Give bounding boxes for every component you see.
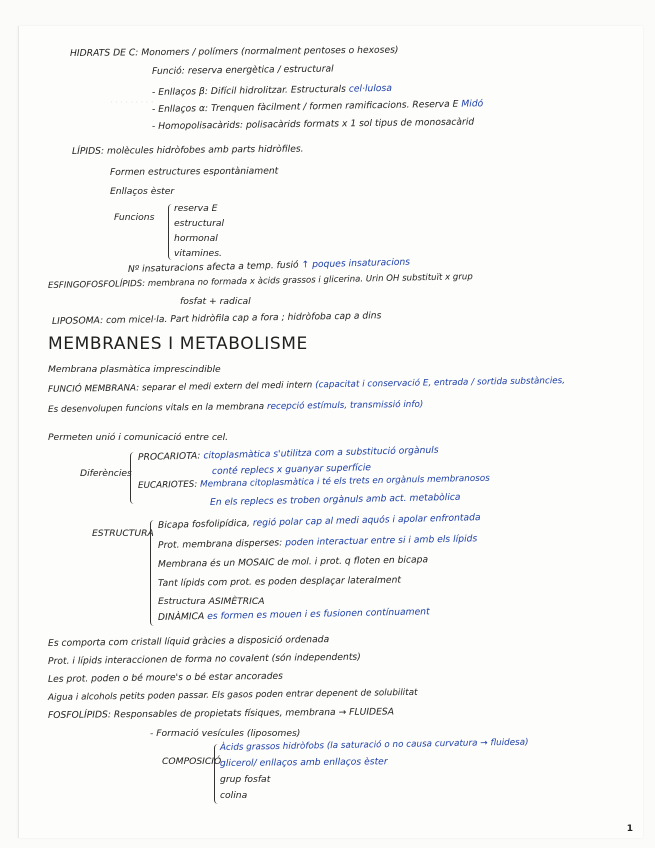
membranes-line-3: Es desenvolupen funcions vitals en la membrana recepció estímuls, transmissió info)	[47, 399, 424, 415]
glucids-function: Funció: reserva energètica / estructural	[151, 63, 334, 77]
lipids-structures: Formen estructures espontàniament	[109, 165, 279, 178]
eukaryote-line-1: EUCARIOTES: Membrana citoplasmàtica i té els trets en orgànuls membranosos	[137, 473, 490, 491]
function-item: hormonal	[174, 233, 218, 244]
differences-brace	[130, 452, 135, 504]
structure-item-4: Tant lípids com prot. es poden desplaçar lateralment	[157, 574, 402, 589]
composition-label: COMPOSICIÓ	[162, 756, 222, 767]
tail-line-6: - Formació vesícules (liposomes)	[150, 728, 301, 739]
lipids-functions-label: Funcions	[114, 212, 155, 223]
lipids-bond: Enllaços èster	[110, 186, 175, 197]
sphingo-title: ESFINGOFOSFOLÍPIDS	[47, 279, 143, 291]
liposome-title: LIPOSOMA	[51, 315, 101, 327]
glucids-title: HIDRATS DE C	[69, 47, 136, 59]
structure-item-3: Membrana és un MOSAIC de mol. i prot. q floten en bicapa	[157, 554, 429, 570]
page-number: 1	[626, 824, 633, 834]
composition-item: colina	[220, 790, 248, 801]
sphingo-line: ESFINGOFOSFOLÍPIDS: membrana no formada x àcids grassos i glicerina. Urin OH substituït x grup	[47, 272, 473, 291]
prokaryote-line-2: conté replecs x guanyar superfície	[211, 462, 372, 477]
composition-item: grup fosfat	[220, 774, 271, 785]
membranes-heading: MEMBRANES I METABOLISME	[48, 334, 308, 354]
bleed-through-text: · · · · · · · · ·	[110, 98, 154, 107]
tail-line-3: Les prot. poden o bé moure's o bé estar ancorades	[47, 670, 284, 685]
membranes-line-2: FUNCIÓ MEMBRANA: separar el medi extern del medi intern (capacitat i conservació E, entrada / sortida substàncies,	[47, 375, 566, 395]
sphingo-line-2: fosfat + radical	[180, 296, 251, 307]
glucids-alpha-line: - Enllaços α: Trenquen fàcilment / formen ramificacions. Reserva E Midó	[151, 98, 484, 115]
composition-item: Àcids grassos hidròfobs (la saturació o no causa curvatura → fluidesa)	[219, 737, 529, 753]
function-item: reserva E	[174, 203, 218, 214]
function-item: estructural	[174, 218, 225, 229]
functions-brace	[168, 204, 173, 260]
beta-example: cel·lulosa	[348, 82, 393, 95]
tail-line-2: Prot. i lípids interaccionen de forma no covalent (són independents)	[47, 651, 361, 667]
composition-item: glicerol/ enllaços amb enllaços èster	[219, 756, 388, 769]
structure-label: ESTRUCTURA	[92, 528, 154, 539]
tail-line-5: FOSFOLÍPIDS: Responsables de propietats físiques, membrana → FLUIDESA	[47, 706, 395, 721]
eukaryote-line-2: En els replecs es troben orgànuls amb act. metabòlica	[209, 491, 461, 508]
liposome-line: LIPOSOMA: com micel·la. Part hidròfila cap a fora ; hidròfoba cap a dins	[51, 310, 382, 327]
prokaryote-label: PROCARIOTA:	[137, 450, 201, 463]
membranes-line-4: Permeten unió i comunicació entre cel.	[48, 432, 229, 443]
membranes-line-1: Membrana plasmàtica imprescindible	[48, 364, 221, 375]
eukaryote-label: EUCARIOTES:	[137, 479, 198, 491]
prokaryote-line-1: PROCARIOTA: citoplasmàtica s'utilitza com a substitució orgànuls	[137, 444, 439, 463]
structure-item-5: Estructura ASIMÈTRICA	[158, 596, 265, 607]
structure-item-2: Prot. membrana disperses: poden interactuar entre si i amb els lípids	[157, 533, 478, 551]
glucids-beta-line: - Enllaços β: Difícil hidrolitzar. Estructurals cel·lulosa	[151, 82, 393, 98]
alpha-example: Midó	[461, 98, 484, 110]
glucids-homopolysaccharides: - Homopolisacàrids: polisacàrids formats x 1 sol tipus de monosacàrid	[151, 116, 475, 132]
lipids-title-line: LÍPIDS: molècules hidròfobes amb parts hidròfiles.	[71, 143, 304, 157]
structure-item-1: Bicapa fosfolipídica, regió polar cap al medi aquós i apolar enfrontada	[157, 512, 481, 531]
tail-line-1: Es comporta com cristall líquid gràcies a disposició ordenada	[47, 634, 330, 649]
composition-brace	[214, 744, 219, 804]
structure-item-6: DINÀMICA es formen es mouen i es fusionen contínuament	[157, 606, 430, 623]
structure-brace	[150, 520, 155, 626]
unsaturation-note: ↑ poques insaturacions	[301, 256, 411, 271]
unsaturation-line: Nº insaturacions afecta a temp. fusió ↑ poques insaturacions	[127, 256, 411, 275]
function-item: vitamines.	[174, 248, 222, 259]
glucids-definition: : Monomers / polímers (normalment pentoses o hexoses)	[135, 44, 399, 59]
lipids-title: LÍPIDS	[71, 145, 102, 157]
tail-line-4: Aigua i alcohols petits poden passar. Els gasos poden entrar depenent de solubilitat	[47, 687, 418, 703]
differences-label: Diferències	[80, 468, 132, 479]
